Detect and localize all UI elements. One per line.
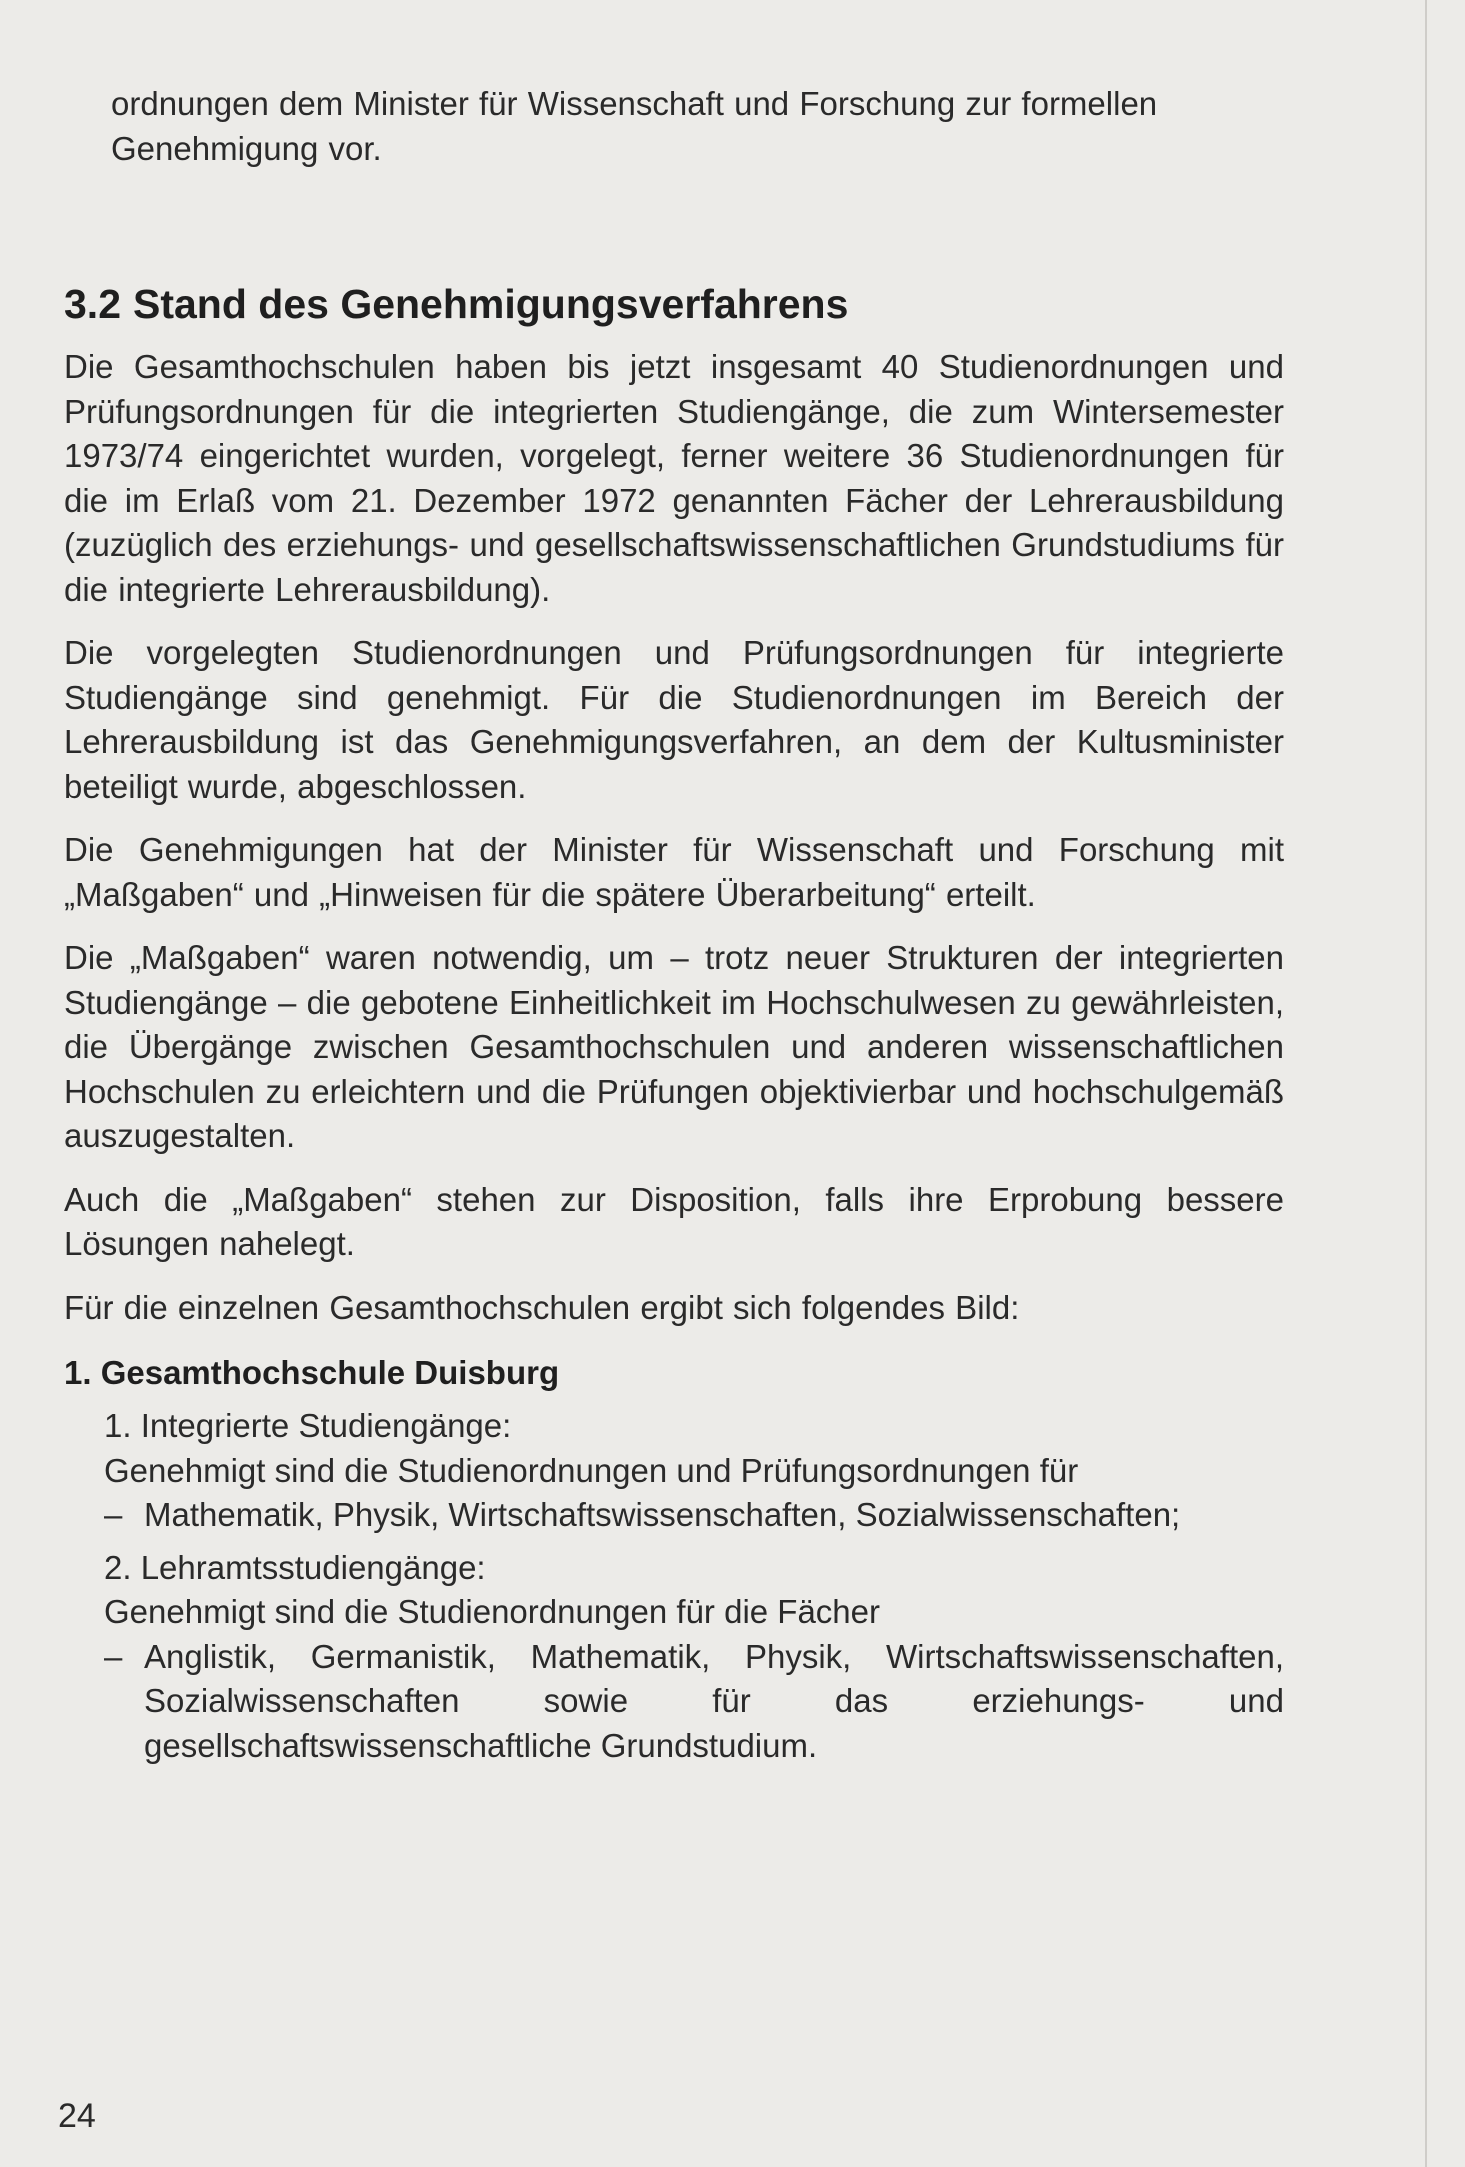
section-heading xyxy=(64,277,1284,331)
list-item xyxy=(64,1546,1284,1769)
section-number: 3.2 xyxy=(64,281,121,327)
dash-entry-text: Anglistik, Germanistik, Mathematik, Physik, Wirtschaftswissenschaften, Sozialwissenschaften sowie für das erziehungs- und gesellschaftswissenschaftliche Grundstudium. xyxy=(144,1637,1284,1764)
paragraph-3: Die Genehmigungen hat der Minister für Wissenschaft und Forschung mit „Maßgaben“ und „Hinweisen für die spätere Überarbeitung“ erteilt. xyxy=(64,831,1284,913)
page-content xyxy=(64,82,1284,1768)
dash-entry-text: Mathematik, Physik, Wirtschaftswissenschaften, Sozialwissenschaften; xyxy=(144,1496,1181,1533)
intro-paragraph: ordnungen dem Minister für Wissenschaft und Forschung zur formellen Genehmigung vor. xyxy=(111,85,1158,167)
list-item-title: 1. Integrierte Studiengänge: xyxy=(104,1407,512,1444)
section-title: Stand des Genehmigungsverfahrens xyxy=(133,281,849,327)
paragraph-5: Auch die „Maßgaben“ stehen zur Disposition, falls ihre Erprobung bessere Lösungen nahelegt. xyxy=(64,1180,1284,1262)
paragraph-6: Für die einzelnen Gesamthochschulen ergibt sich folgendes Bild: xyxy=(64,1288,1020,1326)
paragraph-4: Die „Maßgaben“ waren notwendig, um – trotz neuer Strukturen der integrierten Studiengänge – die gebotene Einheitlichkeit im Hochschulwesen zu gewährleisten, die Übergänge zwischen Gesamthochschulen und anderen wissenschaftlichen Hochschulen zu erleichtern und die Prüfungen objektivierbar und hochschulgemäß auszugestalten. xyxy=(64,939,1284,1154)
dash-entry xyxy=(104,1635,1284,1769)
dash-marker: – xyxy=(104,1496,123,1533)
dash-entry xyxy=(104,1493,1284,1538)
list-item xyxy=(64,1404,1284,1538)
dash-marker: – xyxy=(104,1637,123,1675)
paragraph-1: Die Gesamthochschulen haben bis jetzt insgesamt 40 Studienordnungen und Prüfungsordnungen für die integrierten Studiengänge, die zum Wintersemester 1973/74 eingerichtet wurden, vorgelegt, ferner weitere 36 Studienordnungen für die im Erlaß vom 21. Dezember 1972 genannten Fächer der Lehrerausbildung (zuzüglich des erziehungs- und gesellschaftswissenschaftlichen Grundstudiums für die integrierte Lehrerausbildung). xyxy=(64,348,1284,608)
paragraph-2: Die vorgelegten Studienordnungen und Prüfungsordnungen für integrierte Studiengänge sind genehmigt. Für die Studienordnungen im Bereich der Lehrerausbildung ist das Genehmigungsverfahren, an dem der Kultusminister beteiligt wurde, abgeschlossen. xyxy=(64,634,1284,805)
subsection-heading: 1. Gesamthochschule Duisburg xyxy=(64,1354,560,1391)
list-item-title: 2. Lehramtsstudiengänge: xyxy=(104,1548,486,1586)
page-number: 24 xyxy=(58,2097,96,2135)
page-edge-line xyxy=(1425,0,1427,2167)
list-item-intro: Genehmigt sind die Studienordnungen für die Fächer xyxy=(104,1593,880,1630)
list-item-intro: Genehmigt sind die Studienordnungen und Prüfungsordnungen für xyxy=(104,1451,1079,1489)
